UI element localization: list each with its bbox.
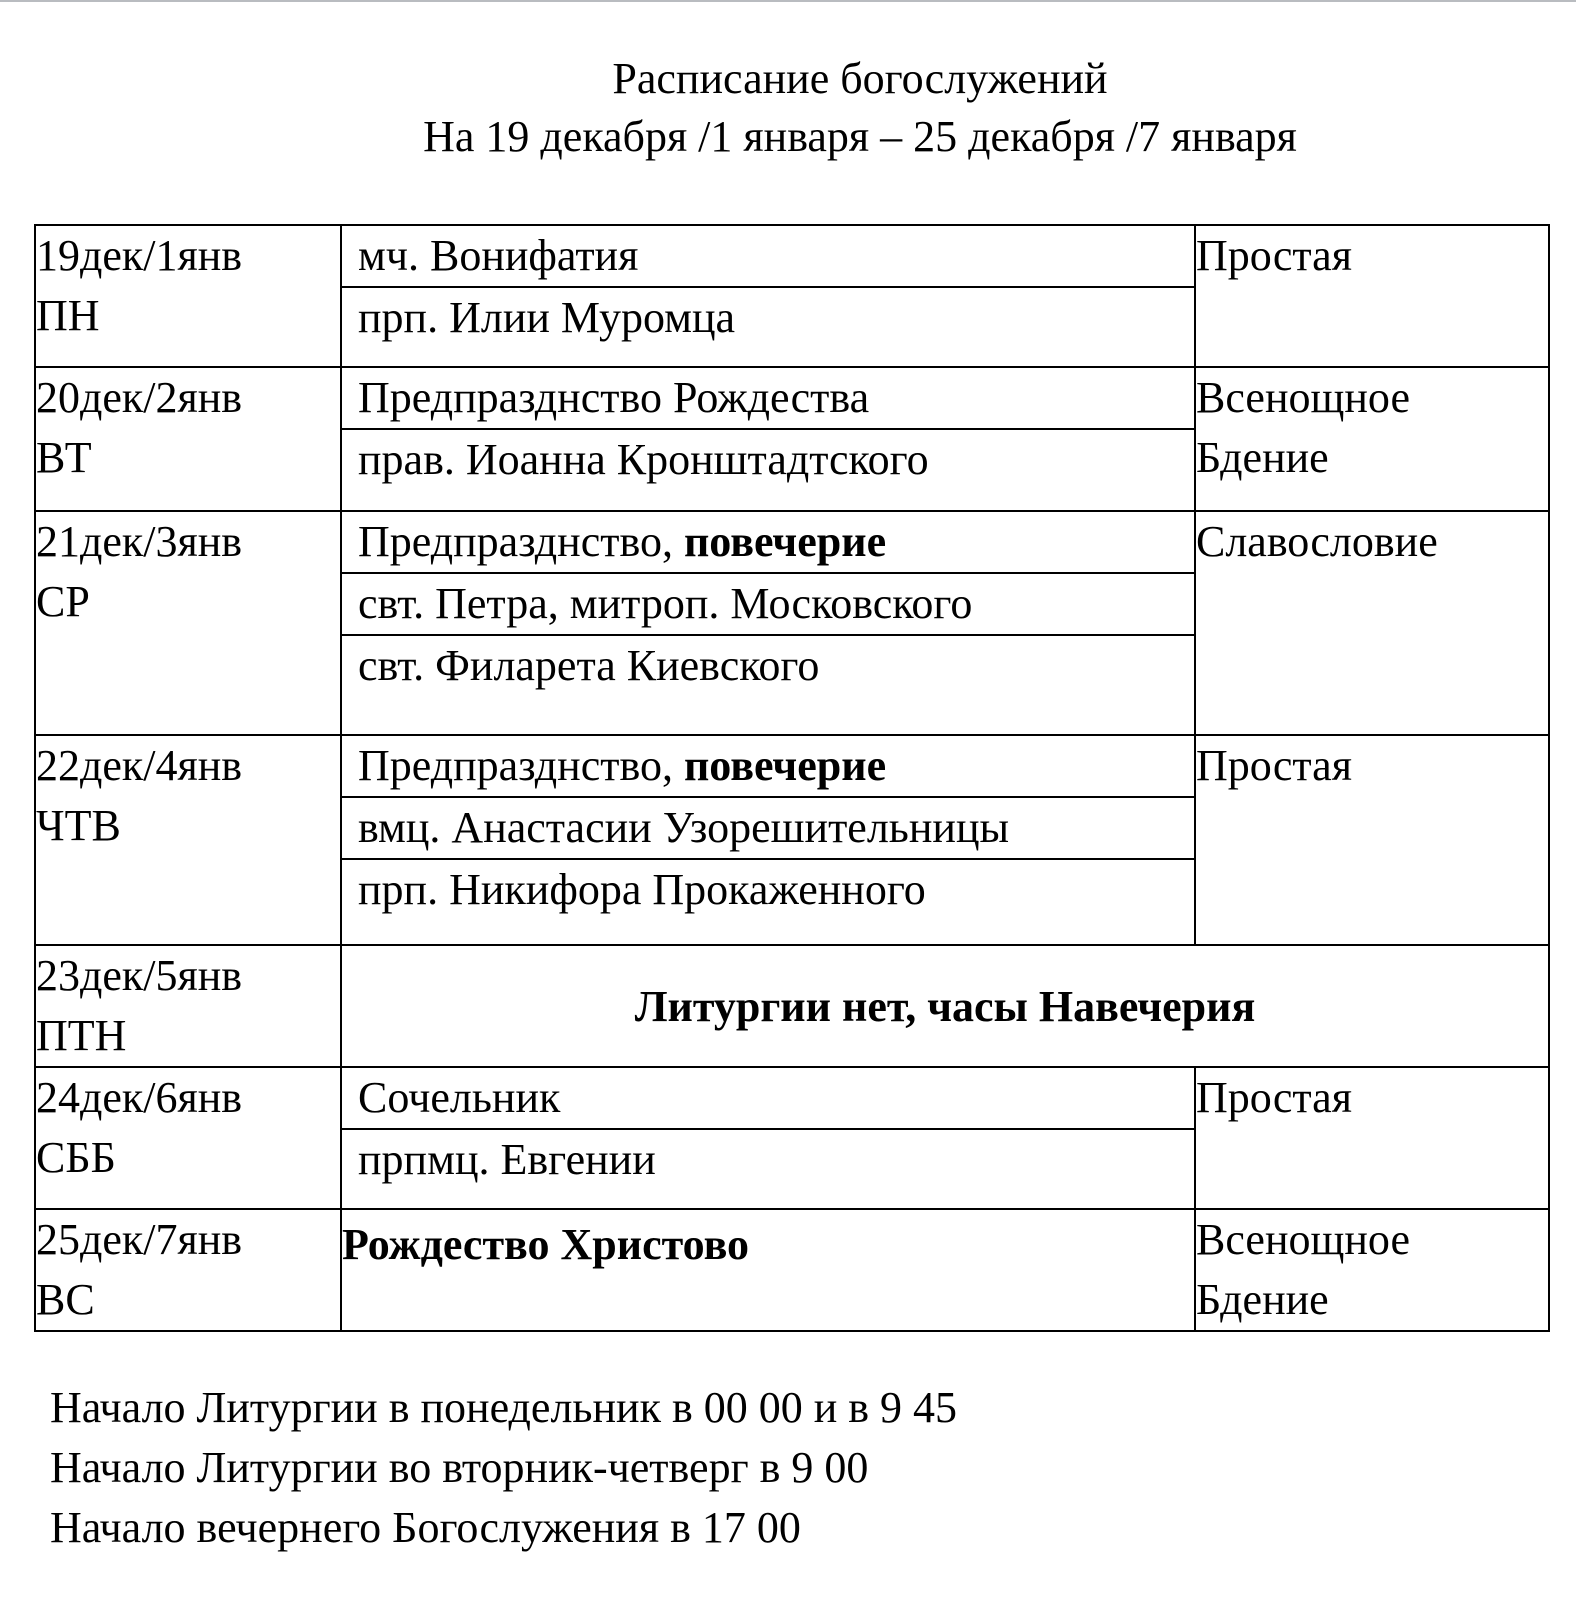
saint-line: свт. Петра, митроп. Московского (342, 574, 1194, 636)
note-line: Начало Литургии во вторник-четверг в 9 00 (50, 1443, 869, 1492)
weekday-label: СББ (36, 1133, 116, 1182)
date-label: 20дек/2янв (36, 373, 243, 422)
date-label: 19дек/1янв (36, 231, 243, 280)
service-type: Простая (1196, 741, 1352, 790)
service-type-cont: Бдение (1196, 1275, 1329, 1324)
saint-line: Предпразднство, повечерие (342, 512, 1194, 574)
saint-line: Сочельник (342, 1068, 1194, 1130)
saint-line: Предпразднство Рождества (342, 368, 1194, 430)
saint-line: свт. Филарета Киевского (358, 641, 820, 690)
weekday-label: ПН (36, 291, 100, 340)
service-cell (1195, 367, 1549, 511)
date-label: 24дек/6янв (36, 1073, 243, 1122)
saints-cell (341, 367, 1195, 511)
service-type: Славословие (1196, 517, 1438, 566)
service-type: Простая (1196, 231, 1352, 280)
saint-line: вмц. Анастасии Узорешительницы (342, 798, 1194, 860)
date-cell (35, 511, 341, 735)
service-cell (1195, 1067, 1549, 1209)
service-cell (1195, 511, 1549, 735)
table-row (35, 511, 1549, 735)
date-cell (35, 735, 341, 945)
service-type: Простая (1196, 1073, 1352, 1122)
top-border-line (0, 0, 1576, 2)
date-cell (35, 225, 341, 367)
weekday-label: ВТ (36, 433, 92, 482)
saint-line: прп. Никифора Прокаженного (358, 865, 926, 914)
service-cell (1195, 225, 1549, 367)
date-cell (35, 367, 341, 511)
feast-title: Рождество Христово (341, 1209, 1195, 1331)
no-liturgy-note: Литургии нет, часы Навечерия (341, 945, 1549, 1067)
saints-cell (341, 1067, 1195, 1209)
service-type-cont (1196, 286, 1548, 346)
weekday-label: ВС (36, 1275, 95, 1324)
service-cell (1195, 735, 1549, 945)
service-type-cont (1196, 796, 1548, 856)
date-label: 25дек/7янв (36, 1215, 243, 1264)
date-label: 22дек/4янв (36, 741, 243, 790)
table-row (35, 367, 1549, 511)
saints-cell (341, 735, 1195, 945)
table-row (35, 735, 1549, 945)
table-row (35, 945, 1549, 1067)
note-line: Начало вечернего Богослужения в 17 00 (50, 1503, 801, 1552)
table-row (35, 1067, 1549, 1209)
weekday-label: СР (36, 577, 90, 626)
service-type: Всенощное (1196, 1215, 1410, 1264)
saint-line: прав. Иоанна Кронштадтского (358, 435, 929, 484)
saint-line: прп. Илии Муромца (358, 293, 736, 342)
date-cell (35, 945, 341, 1067)
weekday-label: ЧТВ (36, 801, 121, 850)
saint-line: Предпразднство, повечерие (342, 736, 1194, 798)
service-times-notes (50, 1378, 957, 1558)
date-label: 23дек/5янв (36, 951, 243, 1000)
saint-line: мч. Вонифатия (342, 226, 1194, 288)
saint-line: прпмц. Евгении (358, 1135, 656, 1184)
note-line: Начало Литургии в понедельник в 00 00 и в 9 45 (50, 1383, 958, 1432)
table-row (35, 1209, 1549, 1331)
service-type: Всенощное (1196, 373, 1410, 422)
service-type-cont (1196, 572, 1548, 632)
page-subtitle: На 19 декабря /1 января – 25 декабря /7 января (423, 112, 1297, 161)
saints-cell (341, 511, 1195, 735)
date-label: 21дек/3янв (36, 517, 243, 566)
page-title: Расписание богослужений (612, 54, 1108, 103)
schedule-table (34, 224, 1550, 1332)
date-cell (35, 1209, 341, 1331)
date-cell (35, 1067, 341, 1209)
service-type-cont: Бдение (1196, 433, 1329, 482)
weekday-label: ПТН (36, 1011, 127, 1060)
saints-cell (341, 225, 1195, 367)
service-cell (1195, 1209, 1549, 1331)
table-row (35, 225, 1549, 367)
service-type-cont (1196, 1128, 1548, 1188)
